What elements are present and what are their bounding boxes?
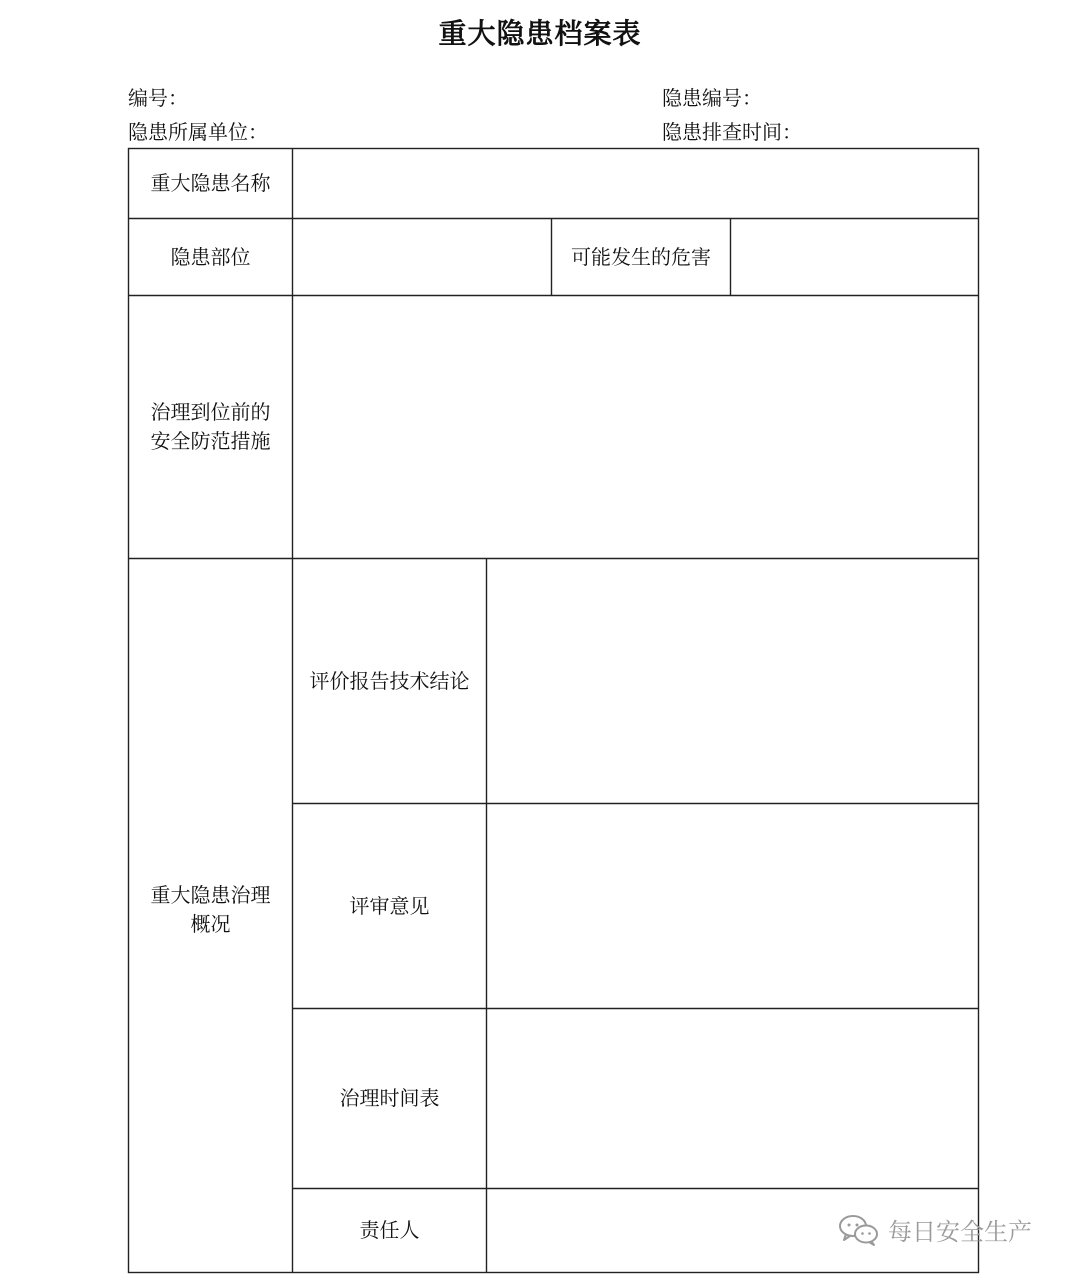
hazard-number-label: 隐患编号： bbox=[662, 86, 762, 110]
watermark bbox=[838, 1212, 1032, 1247]
schedule-label-cell bbox=[293, 1009, 486, 1188]
evaluation-conclusion-value-cell[interactable] bbox=[487, 559, 978, 803]
number-label: 编号： bbox=[128, 86, 188, 110]
schedule-value-cell[interactable] bbox=[487, 1009, 978, 1188]
possible-harm-label-cell bbox=[552, 219, 730, 295]
inspection-time-label: 隐患排查时间： bbox=[662, 120, 802, 144]
responsible-person-label-cell bbox=[293, 1189, 486, 1272]
governance-overview-label-line1: 重大隐患治理 bbox=[150, 882, 271, 907]
governance-overview-label-line2: 概况 bbox=[190, 911, 231, 936]
hazard-name-label-cell bbox=[129, 149, 292, 218]
governance-overview-label-cell bbox=[129, 559, 292, 1272]
review-opinion-value-cell[interactable] bbox=[487, 804, 978, 1008]
hazard-name-label: 重大隐患名称 bbox=[150, 171, 271, 195]
review-opinion-label-cell bbox=[293, 804, 486, 1008]
hazard-location-value-cell[interactable] bbox=[293, 219, 551, 295]
possible-harm-label: 可能发生的危害 bbox=[571, 244, 711, 269]
safety-measures-value-cell[interactable] bbox=[293, 296, 978, 558]
review-opinion-label: 评审意见 bbox=[349, 893, 430, 918]
evaluation-conclusion-label: 评价报告技术结论 bbox=[309, 668, 470, 693]
safety-measures-label-cell bbox=[129, 296, 292, 558]
page-title: 重大隐患档案表 bbox=[438, 17, 642, 50]
responsible-person-label: 责任人 bbox=[359, 1218, 420, 1242]
hazard-location-label: 隐患部位 bbox=[170, 244, 251, 269]
wechat-icon bbox=[838, 1213, 880, 1247]
schedule-label: 治理时间表 bbox=[339, 1086, 440, 1110]
safety-measures-label-line1: 治理到位前的 bbox=[150, 400, 271, 424]
safety-measures-label-line2: 安全防范措施 bbox=[150, 429, 271, 453]
hazard-name-value-cell[interactable] bbox=[293, 149, 978, 218]
hazard-location-label-cell bbox=[129, 219, 292, 295]
watermark-text: 每日安全生产 bbox=[888, 1218, 1032, 1246]
unit-label: 隐患所属单位： bbox=[128, 120, 268, 144]
evaluation-conclusion-label-cell bbox=[293, 559, 486, 803]
possible-harm-value-cell[interactable] bbox=[731, 219, 978, 295]
